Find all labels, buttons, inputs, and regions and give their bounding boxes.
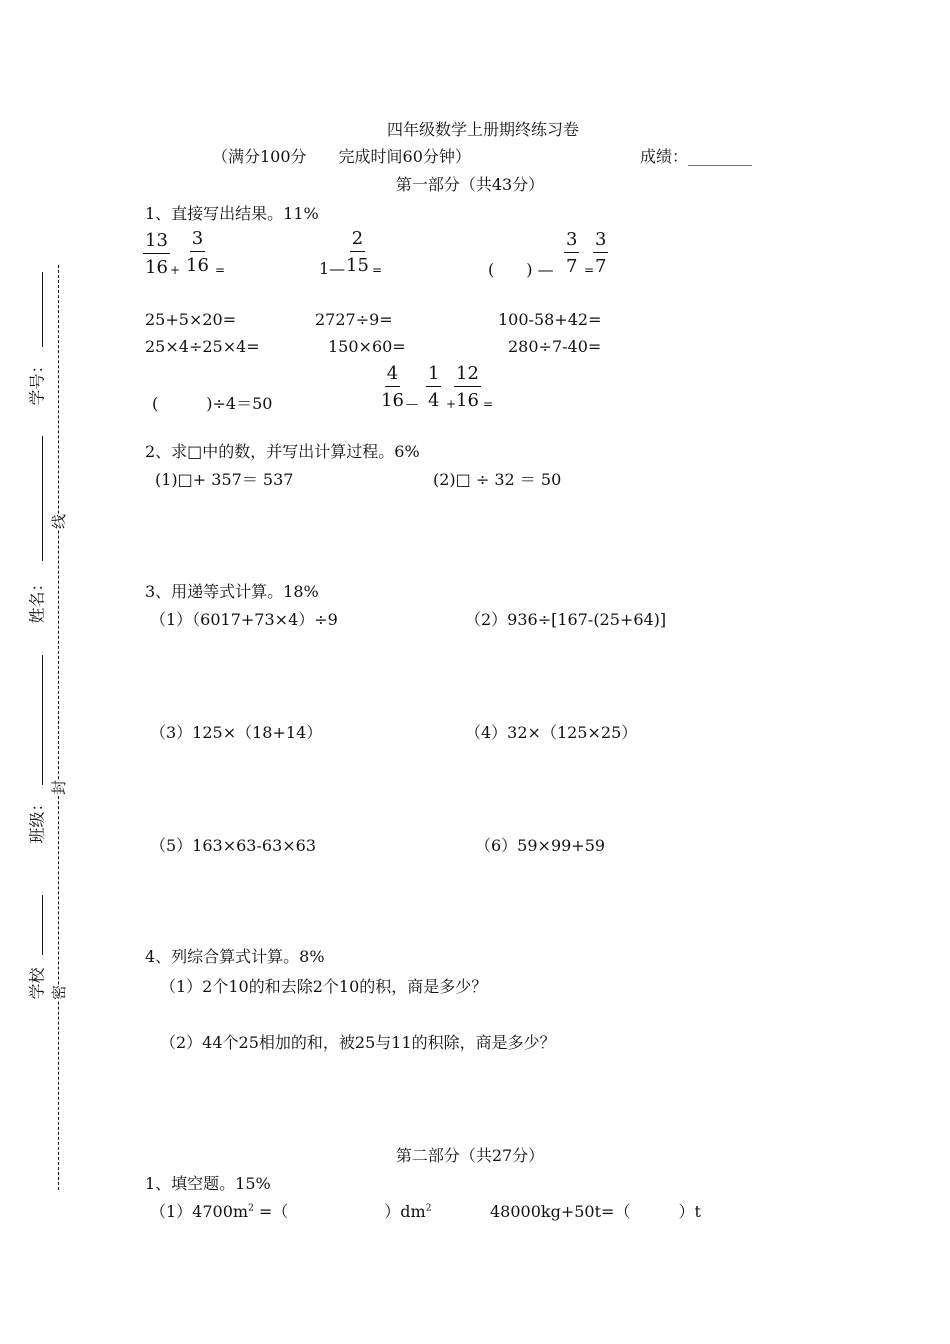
- fraction: $\frac{2}{15}$: [346, 228, 369, 276]
- score-field: 成绩：________: [640, 147, 753, 166]
- q3-item: （5）163×63-63×63: [150, 836, 317, 855]
- secret-mark: 密: [50, 984, 69, 1001]
- expression: 2727÷9=: [315, 310, 393, 329]
- plus-sign: +: [170, 263, 181, 277]
- school-underline: [42, 895, 43, 955]
- fraction: $\frac{13}{16}$: [145, 230, 168, 278]
- q4-title: 4、列综合算式计算。8%: [145, 947, 325, 966]
- part2-q1-title: 1、填空题。15%: [145, 1174, 271, 1193]
- student-no-underline: [42, 272, 43, 347]
- school-label: 学校: [27, 967, 47, 1000]
- part2-heading: 第二部分（共27分）: [395, 1146, 545, 1165]
- equals-sign: =: [483, 397, 494, 411]
- q3-item: （6）59×99+59: [475, 836, 606, 855]
- class-label: 班级：: [27, 795, 47, 844]
- subtitle: （满分100分 完成时间60分钟）: [212, 147, 471, 166]
- line-mark: 线: [50, 513, 69, 530]
- part1-heading: 第一部分（共43分）: [395, 175, 545, 194]
- page-title: 四年级数学上册期终练习卷: [386, 120, 580, 139]
- equals-sign: =: [372, 263, 383, 277]
- expression: 280÷7-40=: [508, 337, 602, 356]
- fill-blank-item: 48000kg+50t=（ ）t: [490, 1202, 701, 1221]
- name-label: 姓名：: [27, 575, 47, 624]
- expression-lead: 1—: [319, 259, 346, 278]
- fill-blank-item: [150, 1204, 431, 1220]
- seal-mark: 封: [50, 779, 69, 796]
- name-underline: [42, 436, 43, 561]
- superscript: 2: [248, 1203, 254, 1214]
- item-text: （1）4700m: [150, 1202, 249, 1221]
- fraction: $\frac{4}{16}$: [381, 363, 404, 411]
- q4-item: （1）2个10的和去除2个10的积，商是多少？: [160, 977, 488, 996]
- blank-expression: ( )÷4＝50: [152, 394, 273, 413]
- plus-sign: +: [446, 397, 457, 411]
- minus-sign: —: [406, 397, 418, 411]
- q3-item: （4）32×（125×25）: [465, 723, 638, 742]
- expression: 25+5×20=: [145, 310, 237, 329]
- item-text: =（ ）dm: [253, 1202, 426, 1221]
- expression: 150×60=: [328, 337, 406, 356]
- expression: 100-58+42=: [498, 310, 602, 329]
- fraction: $\frac{3}{7}$: [566, 229, 578, 277]
- fraction: $\frac{12}{16}$: [456, 363, 479, 411]
- blank-expression: ( ) —: [488, 260, 554, 279]
- student-no-label: 学号：: [27, 357, 47, 406]
- equals-sign: =: [584, 263, 595, 277]
- q3-item: （1）（6017+73×4）÷9: [150, 610, 338, 629]
- fraction: $\frac{3}{7}$: [595, 229, 607, 277]
- q3-title: 3、用递等式计算。18%: [145, 582, 319, 601]
- expression: 25×4÷25×4=: [145, 337, 260, 356]
- q2-item: (2)□ ÷ 32 ＝ 50: [433, 470, 562, 489]
- q4-item: （2）44个25相加的和，被25与11的积除，商是多少？: [160, 1033, 556, 1052]
- class-underline: [42, 655, 43, 785]
- binding-dashed-line: [58, 265, 59, 1190]
- q2-title: 2、求□中的数，并写出计算过程。6%: [145, 442, 420, 461]
- q2-item: (1)□+ 357＝ 537: [155, 470, 294, 489]
- equals-sign: =: [215, 263, 226, 277]
- fraction: $\frac{3}{16}$: [186, 228, 209, 276]
- q3-item: （2）936÷[167-(25+64)]: [465, 610, 667, 629]
- fraction: $\frac{1}{4}$: [428, 363, 440, 411]
- q3-item: （3）125×（18+14）: [150, 723, 323, 742]
- superscript: 2: [425, 1203, 432, 1214]
- q1-title: 1、直接写出结果。11%: [145, 204, 319, 223]
